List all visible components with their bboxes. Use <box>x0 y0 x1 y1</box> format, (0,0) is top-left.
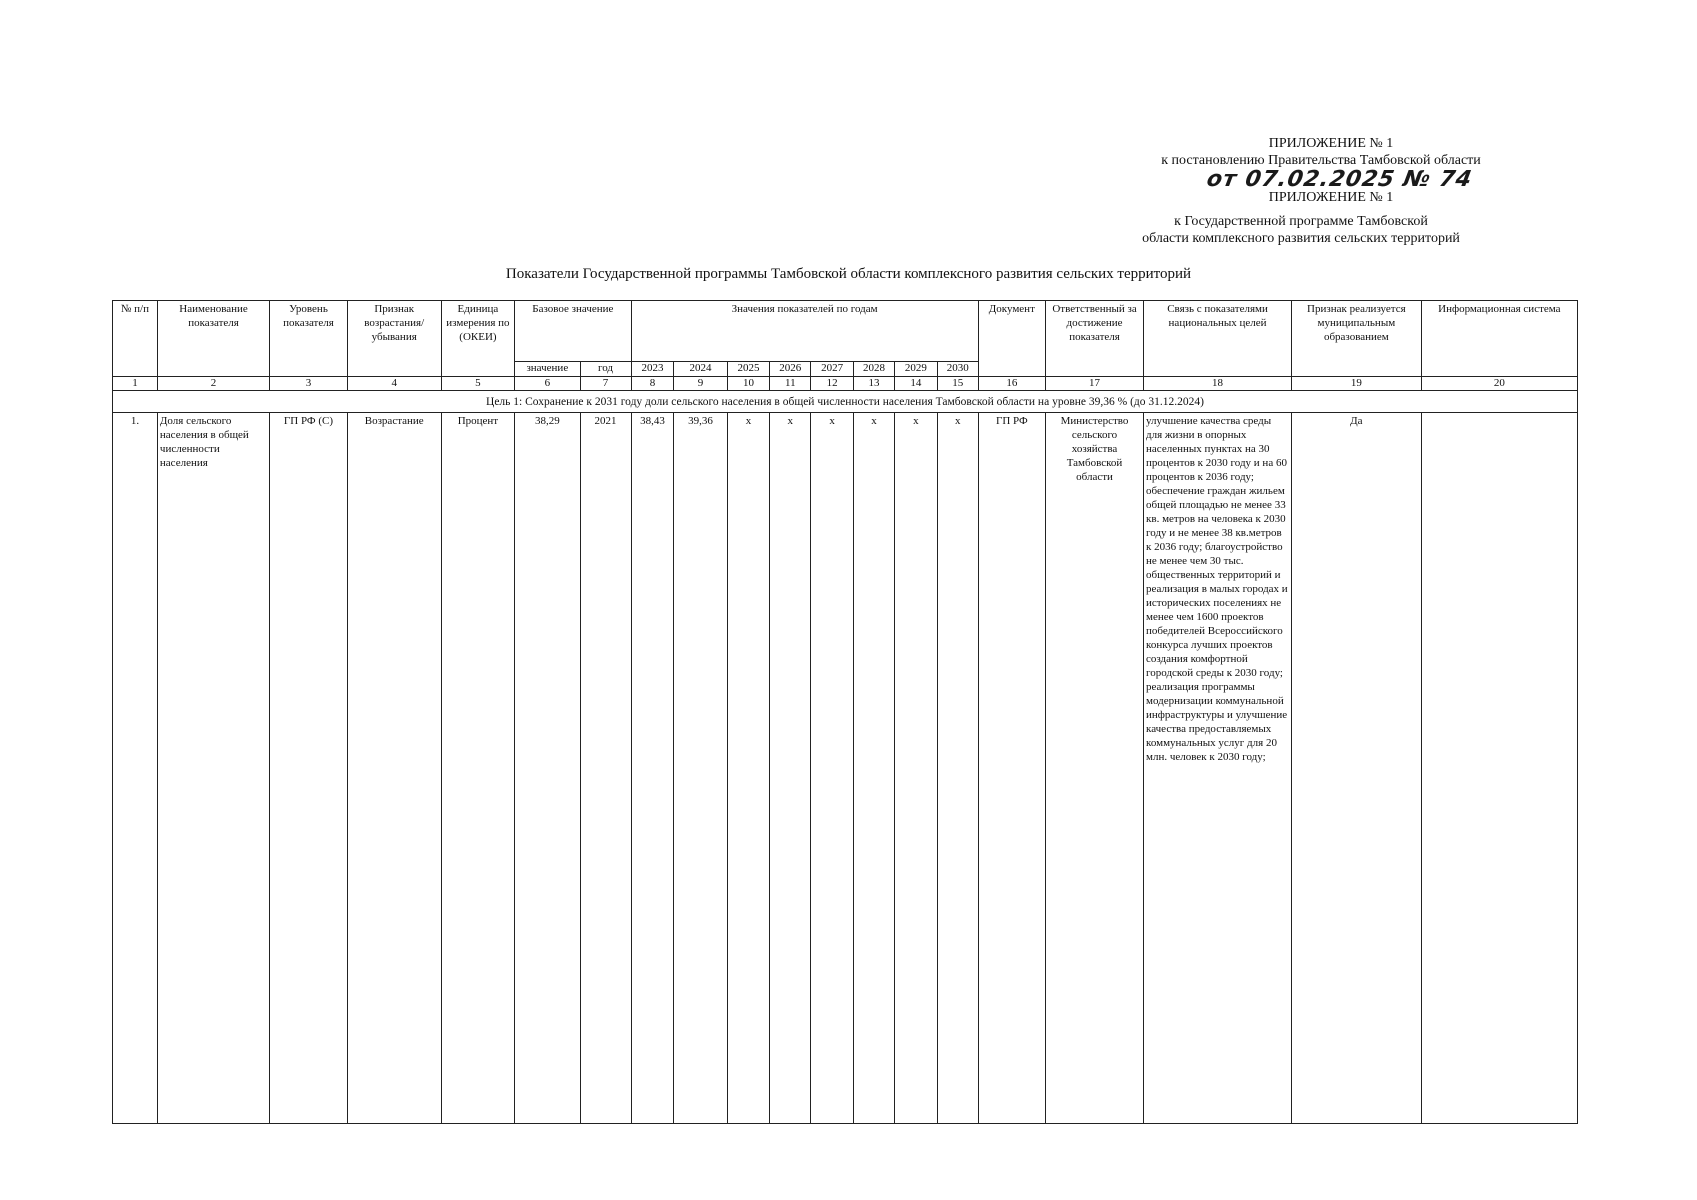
row-value-2026: х <box>770 413 811 1124</box>
row-value-2023: 38,43 <box>631 413 674 1124</box>
document-title: Показатели Государственной программы Тамбовской области комплексного развития сельских территорий <box>505 266 1192 282</box>
header-year-2028: 2028 <box>854 362 895 377</box>
row-municipal: Да <box>1292 413 1422 1124</box>
header-num: № п/п <box>113 301 158 377</box>
col-number: 18 <box>1144 377 1292 391</box>
header-year-2023: 2023 <box>631 362 674 377</box>
row-num: 1. <box>113 413 158 1124</box>
table-row <box>113 413 1578 1124</box>
row-value-2027: х <box>811 413 854 1124</box>
header-level: Уровень показателя <box>270 301 348 377</box>
row-responsible: Министерство сельского хозяйства Тамбовской области <box>1046 413 1144 1124</box>
header-name: Наименование показателя <box>157 301 269 377</box>
appendix-reference: к постановлению Правительства Тамбовской области <box>1161 153 1481 168</box>
col-number: 6 <box>515 377 580 391</box>
header-year-2030: 2030 <box>937 362 978 377</box>
row-link: улучшение качества среды для жизни в опорных населенных пунктах на 30 процентов к 2030 году и на 60 процентов к 2036 году; обеспечение граждан жильем общей площадью не менее 33 кв. метров на человека к 2030 году и не менее 38 кв.метров к 2036 году; благоустройство не менее чем 30 тыс. общественных территорий и реализация в малых городах и исторических поселениях не менее чем 1600 проектов победителей Всероссийского конкурса лучших проектов создания комфортной городской среды к 2030 году; реализация программы модернизации коммунальной инфраструктуры и улучшение качества предоставляемых коммунальных услуг для 20 млн. человек к 2030 году; <box>1144 413 1292 1124</box>
row-value-2024: 39,36 <box>674 413 727 1124</box>
header-municipal: Признак реализуется муниципальным образованием <box>1292 301 1422 377</box>
header-year-2025: 2025 <box>727 362 770 377</box>
row-value-2029: х <box>894 413 937 1124</box>
col-number: 9 <box>674 377 727 391</box>
header-year-2024: 2024 <box>674 362 727 377</box>
header-year-2026: 2026 <box>770 362 811 377</box>
goal-row: Цель 1: Сохранение к 2031 году доли сельского населения в общей численности населения Тамбовской области на уровне 39,36 % (до 31.12.2024) <box>113 391 1578 413</box>
col-number: 19 <box>1292 377 1422 391</box>
header-year-2029: 2029 <box>894 362 937 377</box>
col-number: 8 <box>631 377 674 391</box>
header-link: Связь с показателями национальных целей <box>1144 301 1292 377</box>
col-number: 17 <box>1046 377 1144 391</box>
col-number: 1 <box>113 377 158 391</box>
header-infosys: Информационная система <box>1421 301 1577 377</box>
column-number-row <box>113 377 1578 391</box>
header-base: Базовое значение <box>515 301 631 362</box>
row-sign: Возрастание <box>347 413 441 1124</box>
row-value-2030: х <box>937 413 978 1124</box>
row-document: ГП РФ <box>978 413 1045 1124</box>
col-number: 13 <box>854 377 895 391</box>
appendix-reference-2a: к Государственной программе Тамбовской <box>1174 214 1428 229</box>
header-base-value: значение <box>515 362 580 377</box>
appendix-title: ПРИЛОЖЕНИЕ № 1 <box>1268 136 1394 151</box>
row-level: ГП РФ (С) <box>270 413 348 1124</box>
col-number: 16 <box>978 377 1045 391</box>
appendix-title-2: ПРИЛОЖЕНИЕ № 1 <box>1268 190 1394 205</box>
header-document: Документ <box>978 301 1045 377</box>
row-base-value: 38,29 <box>515 413 580 1124</box>
col-number: 15 <box>937 377 978 391</box>
header-unit: Единица измерения по (ОКЕИ) <box>441 301 515 377</box>
col-number: 14 <box>894 377 937 391</box>
col-number: 5 <box>441 377 515 391</box>
row-infosys <box>1421 413 1577 1124</box>
col-number: 4 <box>347 377 441 391</box>
col-number: 2 <box>157 377 269 391</box>
header-years: Значения показателей по годам <box>631 301 978 362</box>
col-number: 10 <box>727 377 770 391</box>
row-name: Доля сельского населения в общей численности населения <box>157 413 269 1124</box>
col-number: 20 <box>1421 377 1577 391</box>
col-number: 11 <box>770 377 811 391</box>
row-unit: Процент <box>441 413 515 1124</box>
header-sign: Признак возрастания/ убывания <box>347 301 441 377</box>
indicators-table <box>112 300 1578 1124</box>
appendix-reference-2b: области комплексного развития сельских территорий <box>1142 231 1460 246</box>
row-base-year: 2021 <box>580 413 631 1124</box>
col-number: 3 <box>270 377 348 391</box>
header-responsible: Ответственный за достижение показателя <box>1046 301 1144 377</box>
col-number: 7 <box>580 377 631 391</box>
header-base-year: год <box>580 362 631 377</box>
row-value-2028: х <box>854 413 895 1124</box>
handwritten-date-number: от 07.02.2025 № 74 <box>1204 167 1475 192</box>
col-number: 12 <box>811 377 854 391</box>
header-year-2027: 2027 <box>811 362 854 377</box>
row-value-2025: х <box>727 413 770 1124</box>
